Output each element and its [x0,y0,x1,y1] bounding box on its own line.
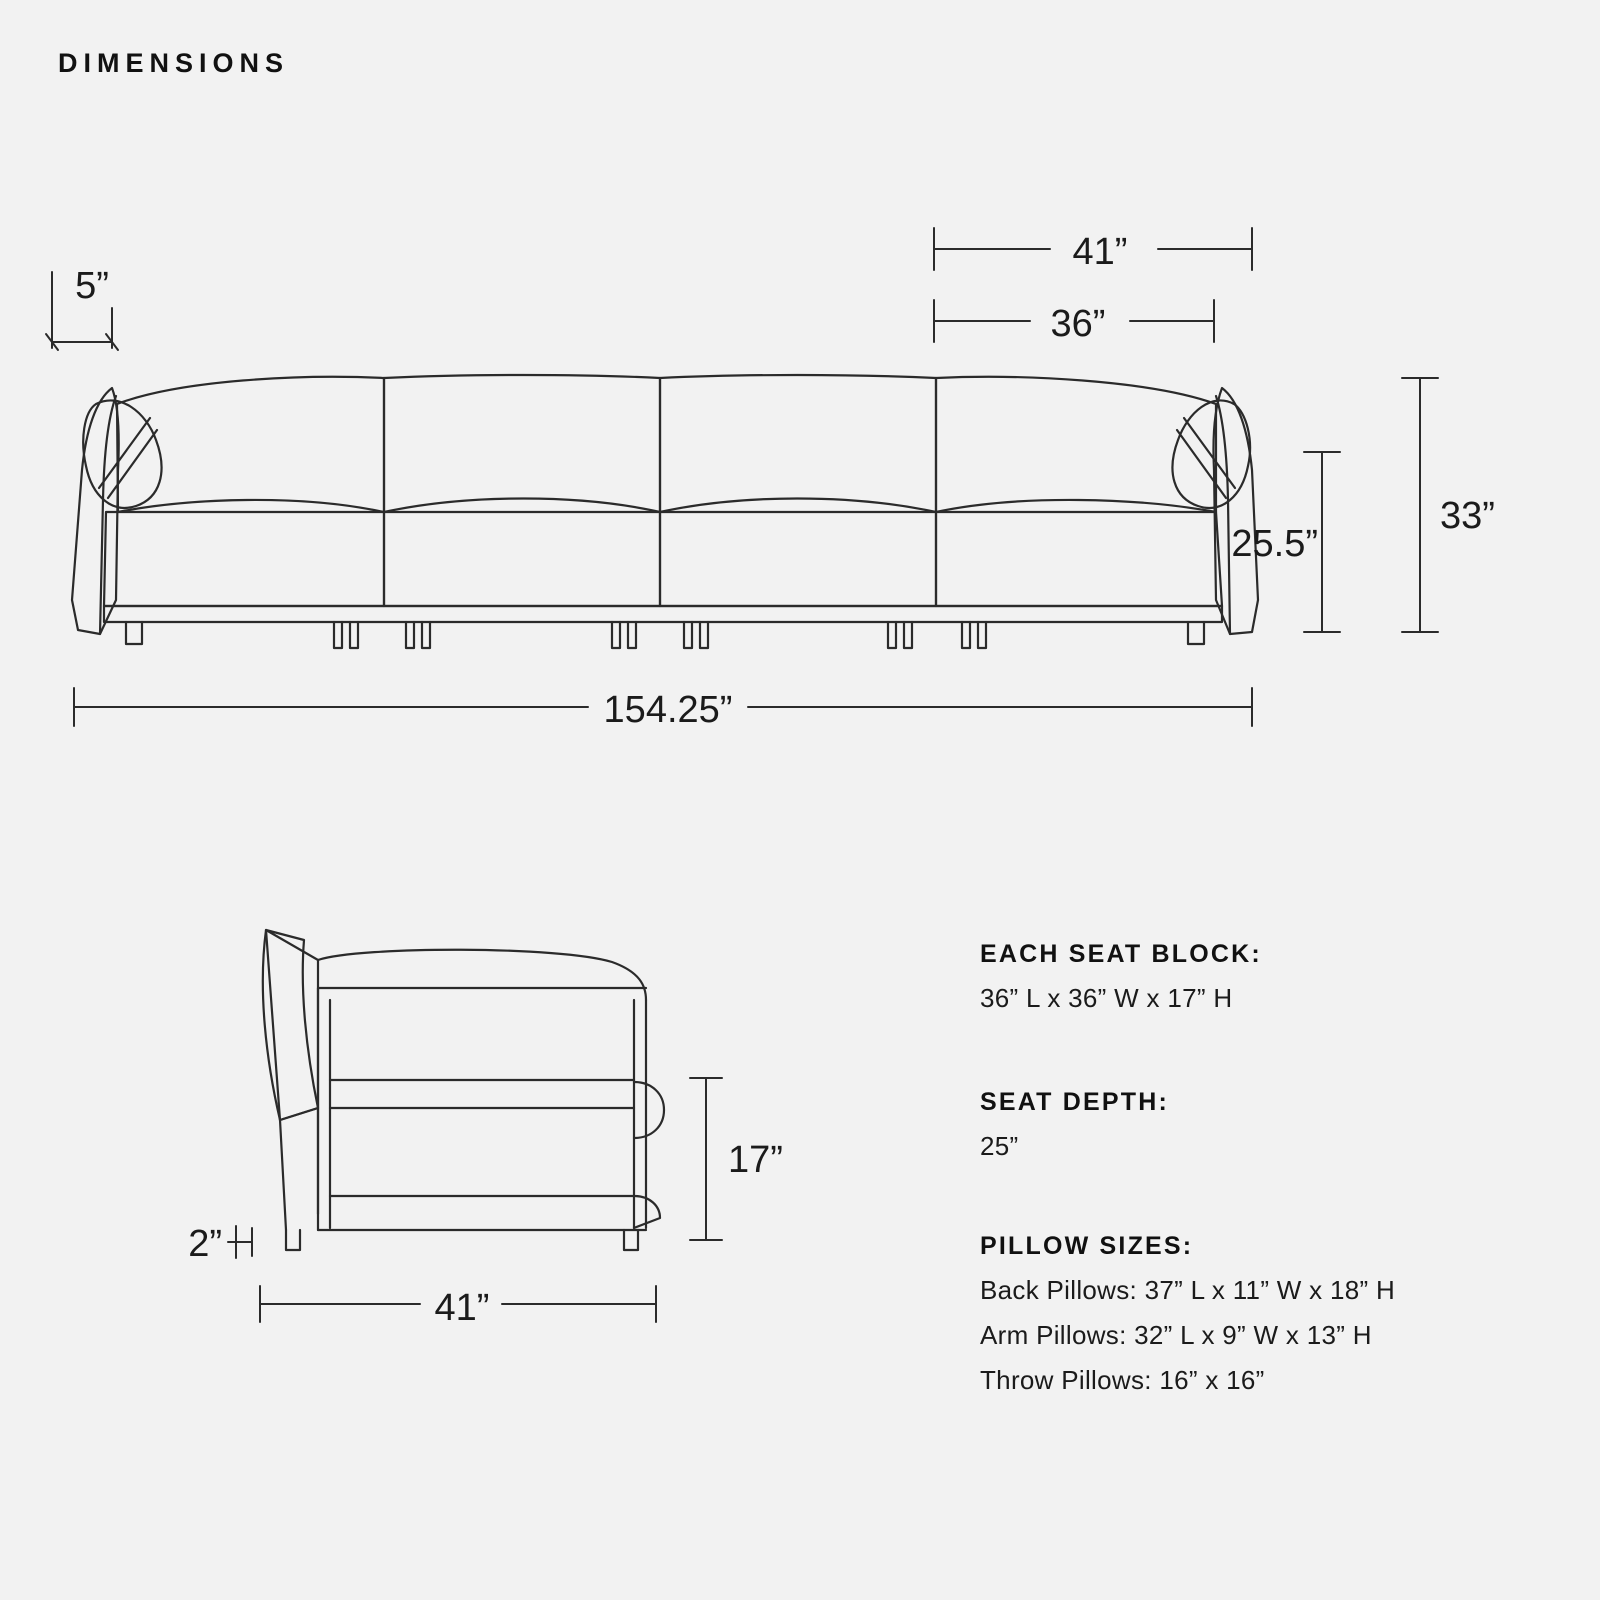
dim-side-depth: 41” [434,1287,490,1329]
side-view-sofa [263,930,664,1250]
dim-module-outer-width: 41” [1072,231,1128,273]
spec-seat-depth [980,1088,1169,1162]
spec-arm-pillows-line: Arm Pillows: 32” L x 9” W x 13” H [980,1320,1372,1350]
dim-arm-top-width: 5” [75,265,109,307]
spec-back-pillows-line: Back Pillows: 37” L x 11” W x 18” H [980,1275,1396,1305]
spec-pillow-sizes [980,1232,1395,1396]
front-view-sofa [72,375,1258,648]
dim-seat-height: 17” [728,1139,783,1181]
spec-seat-block-heading: EACH SEAT BLOCK: [980,940,1262,968]
dim-module-seat-width: 36” [1050,303,1106,345]
front-view-dimension-lines [46,228,1438,726]
dim-overall-width: 154.25” [603,689,733,731]
page-title: DIMENSIONS [58,48,290,78]
spec-pillow-sizes-heading: PILLOW SIZES: [980,1232,1194,1260]
dim-seat-back-height: 25.5” [1231,523,1318,565]
dim-leg-height: 2” [188,1223,222,1265]
spec-seat-block [980,940,1262,1014]
spec-seat-block-line: 36” L x 36” W x 17” H [980,983,1233,1013]
spec-throw-pillows-line: Throw Pillows: 16” x 16” [980,1365,1265,1395]
dim-overall-height: 33” [1440,495,1495,537]
spec-seat-depth-heading: SEAT DEPTH: [980,1088,1170,1116]
spec-seat-depth-line: 25” [980,1131,1019,1161]
